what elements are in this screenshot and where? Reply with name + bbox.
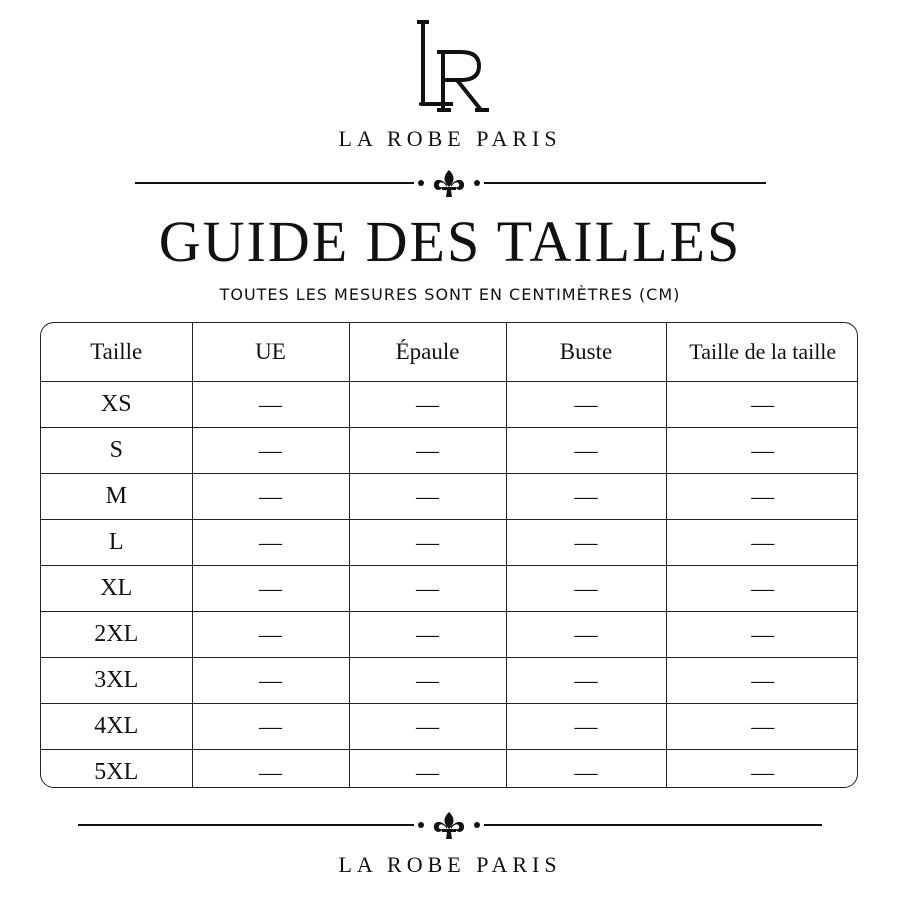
header-tour-de-taille: Taille de la taille [666,323,858,382]
value-cell: — [506,750,666,789]
brand-name-bottom: LA ROBE PARIS [338,852,562,877]
value-cell: — [349,566,506,612]
value-cell: — [506,704,666,750]
fleur-de-lis-icon [434,812,464,839]
lr-monogram [395,14,505,114]
value-cell: — [349,428,506,474]
brand-logo [0,0,900,120]
size-cell: M [41,474,192,520]
value-cell: — [192,474,349,520]
table-row [41,382,858,428]
table-header-row [41,323,858,382]
table-row [41,520,858,566]
value-cell: — [666,612,858,658]
header-epaule: Épaule [349,323,506,382]
value-cell: — [666,474,858,520]
header-buste: Buste [506,323,666,382]
table-row [41,428,858,474]
value-cell: — [192,750,349,789]
table-row [41,474,858,520]
value-cell: — [666,658,858,704]
size-cell: XL [41,566,192,612]
value-cell: — [506,612,666,658]
value-cell: — [192,658,349,704]
ornament-divider-bottom [0,810,900,840]
fleur-de-lis-icon [434,170,464,197]
value-cell: — [192,612,349,658]
size-cell: 2XL [41,612,192,658]
size-cell: 3XL [41,658,192,704]
table-row [41,658,858,704]
size-cell: XS [41,382,192,428]
value-cell: — [506,428,666,474]
size-table [40,322,858,788]
table-row [41,750,858,789]
table-row [41,704,858,750]
header-ue: UE [192,323,349,382]
value-cell: — [192,520,349,566]
ornament-divider-top [0,168,900,198]
value-cell: — [192,566,349,612]
value-cell: — [506,658,666,704]
size-cell: 5XL [41,750,192,789]
value-cell: — [192,428,349,474]
value-cell: — [192,382,349,428]
value-cell: — [666,382,858,428]
value-cell: — [349,612,506,658]
brand-name-top: LA ROBE PARIS [338,126,562,151]
value-cell: — [349,704,506,750]
table-row [41,566,858,612]
value-cell: — [349,520,506,566]
size-cell: L [41,520,192,566]
value-cell: — [349,382,506,428]
value-cell: — [506,566,666,612]
page-title: GUIDE DES TAILLES [158,209,742,274]
value-cell: — [666,520,858,566]
value-cell: — [349,474,506,520]
header-taille: Taille [41,323,192,382]
value-cell: — [666,566,858,612]
value-cell: — [506,474,666,520]
size-cell: S [41,428,192,474]
value-cell: — [349,750,506,789]
value-cell: — [666,428,858,474]
size-cell: 4XL [41,704,192,750]
value-cell: — [192,704,349,750]
value-cell: — [506,520,666,566]
value-cell: — [666,704,858,750]
value-cell: — [506,382,666,428]
page-subtitle: TOUTES LES MESURES SONT EN CENTIMÈTRES (CM) [219,285,681,304]
table-row [41,612,858,658]
value-cell: — [349,658,506,704]
value-cell: — [751,759,775,785]
